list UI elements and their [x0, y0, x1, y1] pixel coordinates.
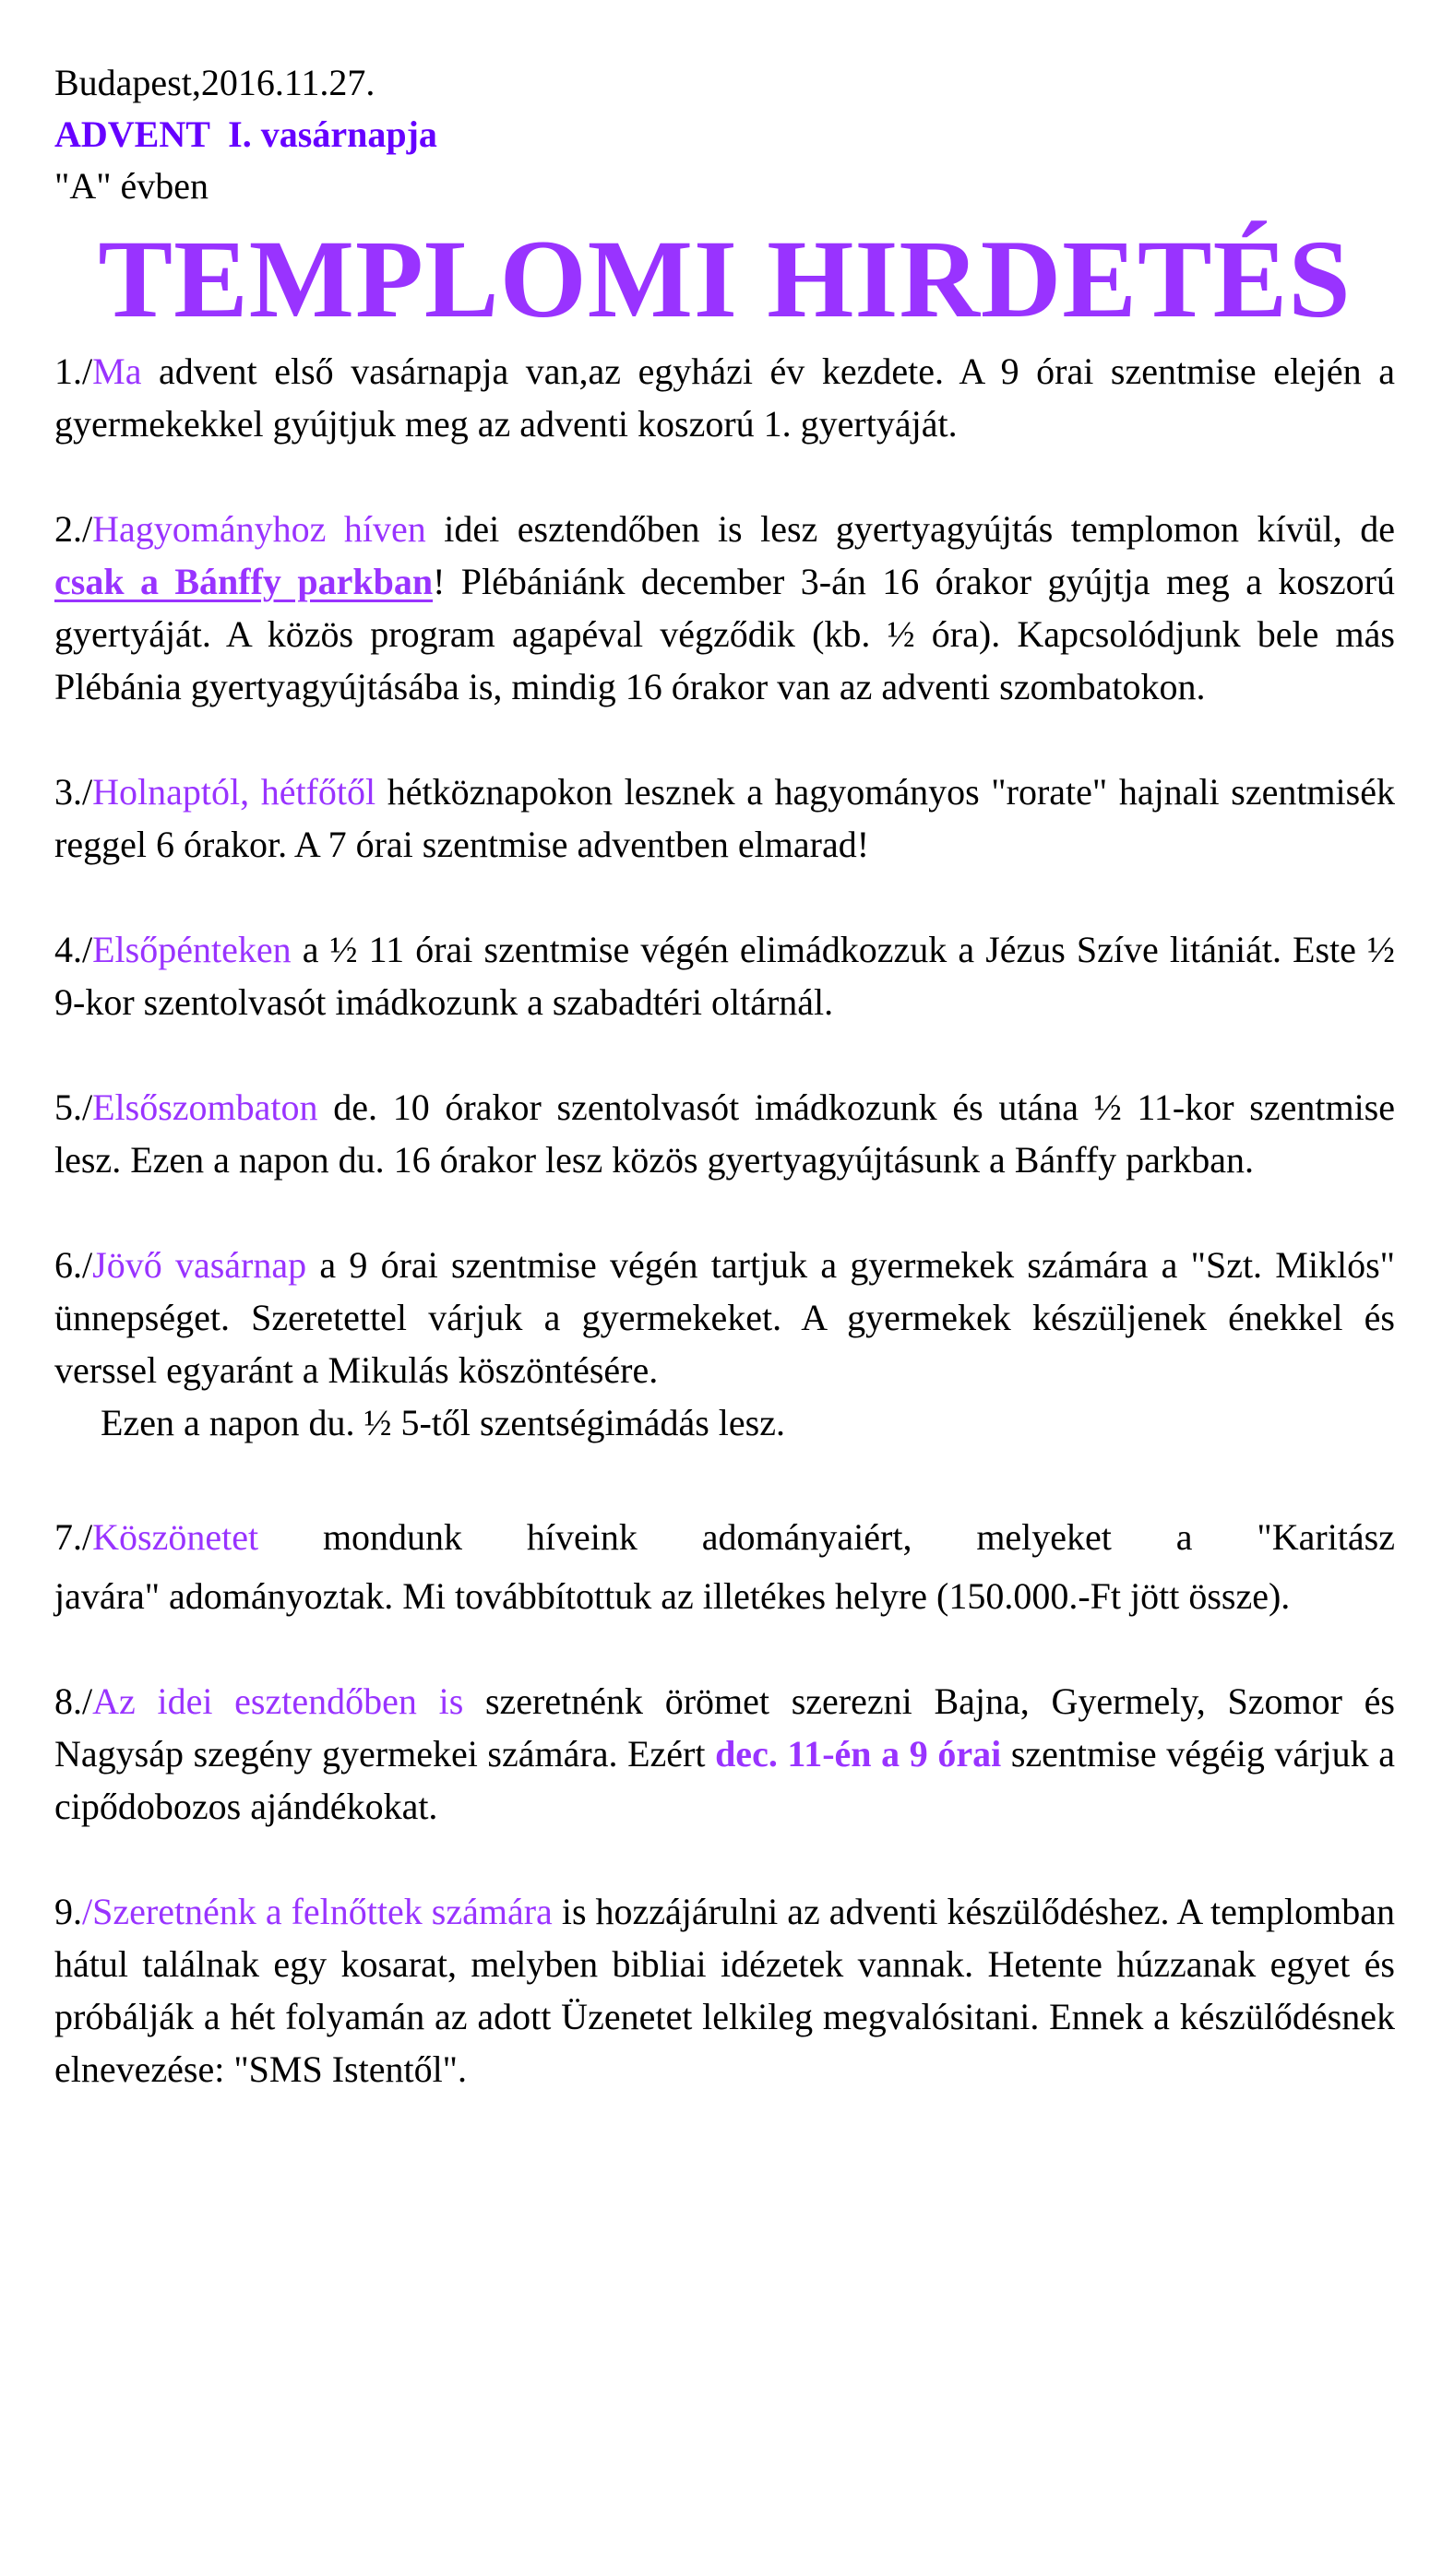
item-text: szeretnénk örömet szerezni Bajna, Gyermely, Szomor és Nagysáp szegény gyermekei számára. Ezért — [54, 1680, 1395, 1775]
item-text: hétköznapokon lesznek a hagyományos "rorate" hajnali szentmisék reggel 6 órakor. A 7 órai szentmise adventben elmarad! — [54, 771, 1395, 865]
item-number: 7./ — [54, 1516, 93, 1558]
place-date: Budapest,2016.11.27. — [54, 62, 375, 103]
item-highlight: Ma — [92, 350, 142, 392]
item-number: 3./ — [54, 771, 93, 813]
item-number: 2./ — [54, 508, 93, 550]
item-text: a ½ 11 órai szentmise végén elimádkozzuk a Jézus Szíve litániát. Este ½ 9-kor szentolvasót imádkozunk a szabadtéri oltárnál. — [54, 929, 1395, 1023]
liturgical-day: ADVENT I. vasárnapja — [54, 113, 437, 155]
item-highlight: Köszönetet — [92, 1516, 259, 1558]
item-text: szentmise végéig várjuk a cipődobozos ajándékokat. — [54, 1733, 1395, 1827]
item-paragraph — [54, 766, 1395, 871]
announcement-list — [54, 345, 1395, 2095]
item-number: 9. — [54, 1891, 82, 1932]
announcement-item-7 — [54, 1502, 1395, 1622]
banffy-park-link[interactable]: csak a Bánffy parkban — [54, 561, 434, 602]
item-paragraph — [54, 1885, 1395, 2095]
item-number: 4./ — [54, 929, 93, 970]
item-paragraph-continued: javára" adományoztak. Mi továbbítottuk az illetékes helyre (150.000.-Ft jött össze). — [54, 1575, 1291, 1617]
item-highlight: Hagyományhoz híven — [92, 508, 426, 550]
item-text: idei esztendőben is lesz gyertyagyújtás templomon kívül, de — [425, 508, 1395, 550]
item-paragraph — [54, 503, 1395, 713]
item-number: 5./ — [54, 1086, 93, 1128]
item-paragraph — [54, 345, 1395, 450]
announcement-item-6 — [54, 1239, 1395, 1449]
item-text: is hozzájárulni az adventi készülődéshez. A templomban hátul találnak egy kosarat, melyben bibliai idézetek vannak. Hetente húzzanak egyet és próbálják a hét folyamán az adott Üzenetet lelkileg megvalósitani. Ennek a készülődésnek elnevezése: "SMS Istentől". — [54, 1891, 1396, 2090]
item-text: advent első vasárnapja van,az egyházi év kezdete. A 9 órai szentmise elején a gyermekekkel gyújtjuk meg az adventi koszorú 1. gyertyáját. — [54, 350, 1395, 445]
item-paragraph — [54, 1502, 1395, 1573]
item-highlight: Az idei esztendőben is — [92, 1680, 464, 1722]
item-paragraph — [54, 1081, 1395, 1186]
item-highlight: Elsőszombaton — [92, 1086, 318, 1128]
item-text: ! Plébániánk december 3-án 16 órakor gyújtja meg a koszorú gyertyáját. A közös program agapéval végződik (kb. ½ óra). Kapcsolódjunk bele más Plébánia gyertyagyújtásába is, mindig 16 órakor van az adventi szombatokon. — [54, 561, 1396, 707]
announcement-item-5 — [54, 1081, 1395, 1186]
item-highlight: Jövő vasárnap — [92, 1244, 307, 1286]
date-highlight: dec. 11-én a 9 órai — [715, 1733, 1002, 1775]
announcement-item-3 — [54, 766, 1395, 871]
item-text: de. 10 órakor szentolvasót imádkozunk és utána ½ 11-kor szentmise lesz. Ezen a napon du. 16 órakor lesz közös gyertyagyújtásunk a Bánffy parkban. — [54, 1086, 1395, 1181]
announcement-item-8 — [54, 1675, 1395, 1833]
item-number: 6./ — [54, 1244, 93, 1286]
year-cycle: "A" évben — [54, 165, 209, 207]
announcement-item-1 — [54, 345, 1395, 450]
announcement-item-2 — [54, 503, 1395, 713]
page-title: TEMPLOMI HIRDETÉS — [98, 218, 1352, 341]
announcement-item-9 — [54, 1885, 1395, 2095]
item-paragraph — [54, 1239, 1395, 1396]
item-highlight: Holnaptól, hétfőtől — [92, 771, 376, 813]
item-highlight: /Szeretnénk a felnőttek számára — [82, 1891, 553, 1932]
item-note: Ezen a napon du. ½ 5-től szentségimádás lesz. — [101, 1402, 785, 1443]
item-paragraph — [54, 923, 1395, 1028]
item-paragraph — [54, 1675, 1395, 1833]
item-number: 8./ — [54, 1680, 93, 1722]
item-number: 1./ — [54, 350, 93, 392]
item-highlight: Elsőpénteken — [92, 929, 292, 970]
item-text: a 9 órai szentmise végén tartjuk a gyermekek számára a "Szt. Miklós" ünnepséget. Szeretettel várjuk a gyermekeket. A gyermekek készüljenek énekkel és verssel egyaránt a Mikulás köszöntésére. — [54, 1244, 1395, 1391]
announcement-item-4 — [54, 923, 1395, 1028]
item-text: mondunk híveink adományaiért, melyeket a "Karitász — [258, 1516, 1395, 1558]
